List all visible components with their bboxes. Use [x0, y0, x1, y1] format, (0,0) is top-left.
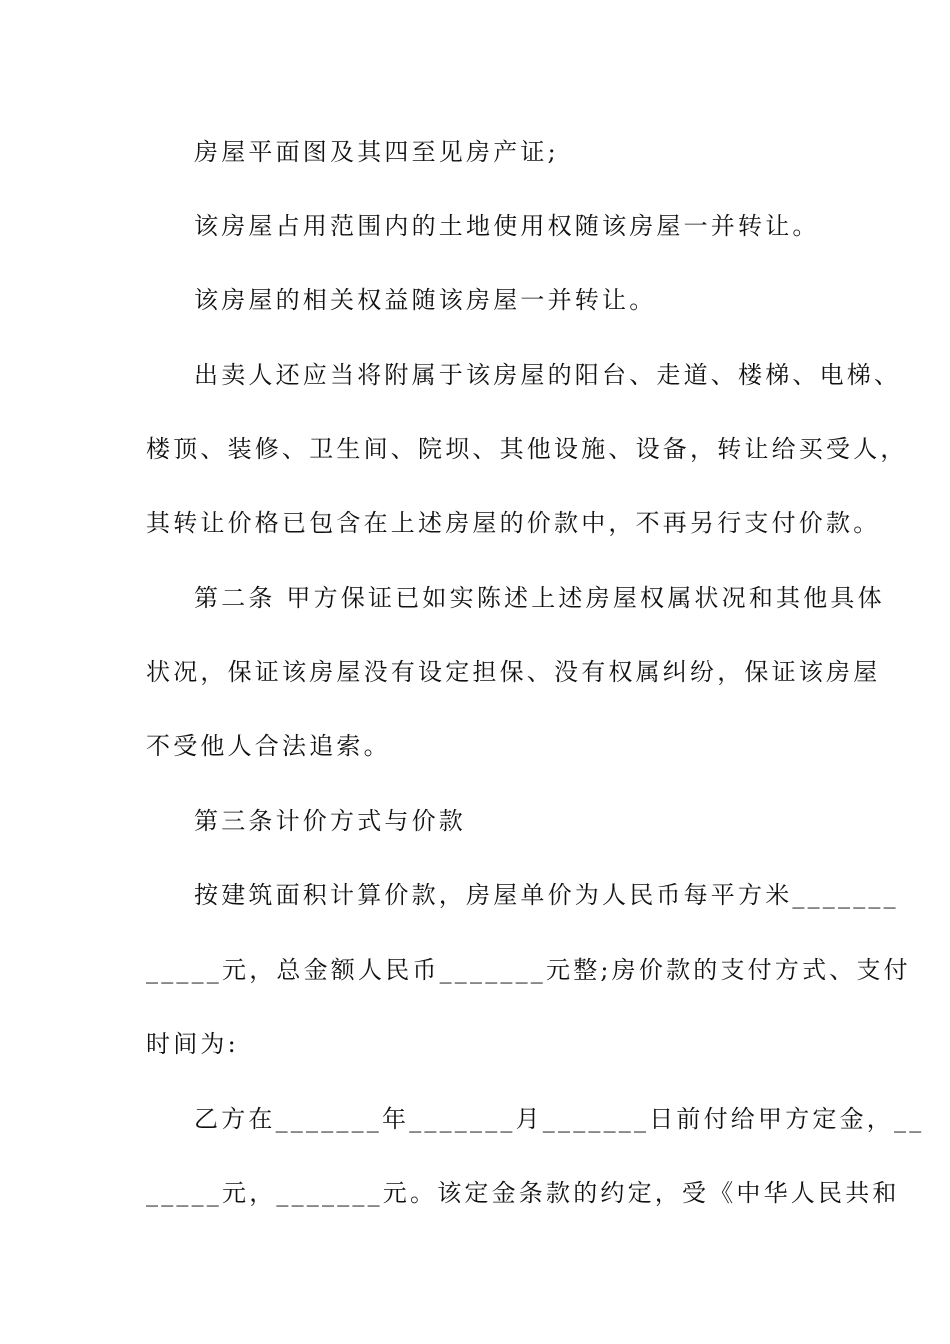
article-two-line-1: 第二条 甲方保证已如实陈述上述房屋权属状况和其他具体: [194, 584, 885, 612]
article-two-line-2: 状况，保证该房屋没有设定担保、没有权属纠纷，保证该房屋: [146, 658, 881, 686]
paragraph-land-use-rights: 该房屋占用范围内的土地使用权随该房屋一并转让。: [194, 212, 820, 240]
paragraph-attachments-line-1: 出卖人还应当将附属于该房屋的阳台、走道、楼梯、电梯、: [194, 361, 902, 389]
paragraph-related-rights: 该房屋的相关权益随该房屋一并转让。: [194, 286, 657, 314]
paragraph-attachments-line-3: 其转让价格已包含在上述房屋的价款中，不再另行支付价款。: [146, 509, 881, 537]
article-two-line-3: 不受他人合法追索。: [146, 732, 391, 760]
article-three-heading: 第三条计价方式与价款: [194, 807, 466, 835]
pricing-line-3: 时间为:: [146, 1030, 239, 1058]
pricing-line-2: _____元，总金额人民币_______元整;房价款的支付方式、支付: [146, 956, 911, 984]
deposit-line-1: 乙方在_______年_______月_______日前付给甲方定金，__: [194, 1105, 925, 1133]
pricing-line-1: 按建筑面积计算价款，房屋单价为人民币每平方米_______: [194, 881, 899, 909]
paragraph-attachments-line-2: 楼顶、装修、卫生间、院坝、其他设施、设备，转让给买受人，: [146, 435, 908, 463]
paragraph-floor-plan: 房屋平面图及其四至见房产证;: [194, 138, 559, 166]
deposit-line-2: _____元，_______元。该定金条款的约定，受《中华人民共和: [146, 1179, 900, 1207]
